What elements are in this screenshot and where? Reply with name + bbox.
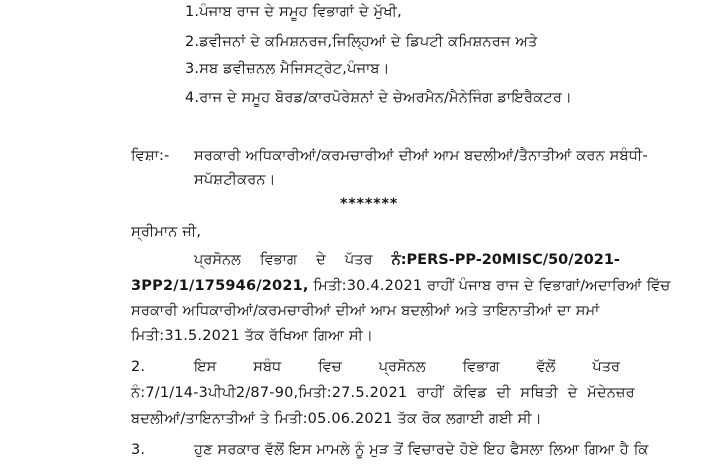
para2-word: ਪੱਤਰ	[592, 359, 620, 375]
recipient-3: 3.ਸਬ ਡਵੀਜ਼ਨਲ ਮੈਜਿਸਟ੍ਰੇਟ,ਪੰਜਾਬ।	[185, 61, 390, 77]
para2-line-3: ਬਦਲੀਆਂ/ਤਾਇਨਾਤੀਆਂ ਤੇ ਮਿਤੀ:05.06.2021 ਤੱਕ ਰੋਕ ਲਗਾਈ ਗਈ ਸੀ।	[131, 411, 542, 427]
recipient-1: 1.ਪੰਜਾਬ ਰਾਜ ਦੇ ਸਮੂਹ ਵਿਭਾਗਾਂ ਦੇ ਮੁੱਖੀ,	[185, 4, 402, 20]
para1-line-4: ਮਿਤੀ:31.5.2021 ਤੱਕ ਰੱਖਿਆ ਗਿਆ ਸੀ।	[131, 328, 374, 344]
subject-label: ਵਿਸ਼ਾ:-	[131, 148, 170, 164]
para1-line-1	[194, 250, 620, 270]
para1-letter-ref: 3PP2/1/175946/2021,	[131, 278, 309, 294]
para2-word: ਸਬੰਧ	[253, 359, 282, 375]
para2-word: ਵਿਚ	[318, 359, 342, 375]
para2-number: 2.	[131, 359, 146, 375]
para3-line-1: ਹੁਣ ਸਰਕਾਰ ਵੱਲੋਂ ਇਸ ਮਾਮਲੇ ਨੂੰ ਮੁੜ ਤੋਂ ਵਿਚਾਰਦੇ ਹੋਏ ਇਹ ਫੈਸਲਾ ਲਿਆ ਗਿਆ ਹੈ ਕਿ	[194, 442, 649, 458]
subject-line-1: ਸਰਕਾਰੀ ਅਧਿਕਾਰੀਆਂ/ਕਰਮਚਾਰੀਆਂ ਦੀਆਂ ਆਮ ਬਦਲੀਆਂ/ਤੈਨਾਤੀਆਂ ਕਰਨ ਸਬੰਧੀ-	[194, 148, 648, 164]
para2-word: ਵੱਲੋਂ	[536, 359, 556, 375]
recipient-2: 2.ਡਵੀਜਨਾਂ ਦੇ ਕਮਿਸ਼ਨਰਜ,ਜਿਲ੍ਹਿਆਂ ਦੇ ਡਿਪਟੀ ਕਮਿਸ਼ਨਰਜ ਅਤੇ	[185, 34, 538, 50]
para1-line-2	[131, 276, 671, 296]
para1-word: ਪੱਤਰ	[344, 252, 373, 268]
para2-word: ਇਸ	[194, 359, 217, 375]
para2-word: ਵਿਭਾਗ	[462, 359, 500, 375]
para1-line-3: ਸਰਕਾਰੀ ਅਧਿਕਾਰੀਆਂ/ਕਰਮਚਾਰੀਆਂ ਦੀਆਂ ਆਮ ਬਦਲੀਆਂ ਅਤੇ ਤਾਇਨਾਤੀਆਂ ਦਾ ਸਮਾਂ	[131, 303, 600, 319]
para1-word: ਦੇ	[316, 252, 326, 268]
para1-word: ਪ੍ਰਸੋਨਲ	[194, 252, 241, 268]
para3-number: 3.	[131, 442, 146, 458]
para2-line-2: ਨੰ:7/1/14-3ਪੀਪੀ2/87-90,ਮਿਤੀ:27.5.2021 ਰਾਹੀਂ ਕੋਵਿਡ ਦੀ ਸਥਿਤੀ ਦੇ ਮੱਦੇਨਜ਼ਰ	[131, 385, 635, 401]
recipient-4: 4.ਰਾਜ ਦੇ ਸਮੂਹ ਬੋਰਡ/ਕਾਰਪੋਰੇਸ਼ਨਾਂ ਦੇ ਚੇਅਰਮੈਨ/ਮੈਨੇਜਿੰਗ ਡਾਇਰੈਕਟਰ।	[185, 90, 572, 106]
para1-letter-number: ਨੰ:PERS-PP-20MISC/50/2021-	[391, 252, 620, 268]
para2-word: ਪ੍ਰਸੋਨਲ	[378, 359, 426, 375]
para1-line-2-text: ਮਿਤੀ:30.4.2021 ਰਾਹੀਂ ਪੰਜਾਬ ਰਾਜ ਦੇ ਵਿਭਾਗਾਂ/ਅਦਾਰਿਆਂ ਵਿੱਚ	[308, 278, 671, 294]
subject-line-2: ਸਪੱਸ਼ਟੀਕਰਨ।	[194, 172, 276, 188]
para2-line-1	[194, 357, 620, 377]
salutation: ਸ੍ਰੀਮਾਨ ਜੀ,	[131, 224, 202, 240]
para1-word: ਵਿਭਾਗ	[260, 252, 297, 268]
separator-stars: *******	[340, 196, 399, 212]
